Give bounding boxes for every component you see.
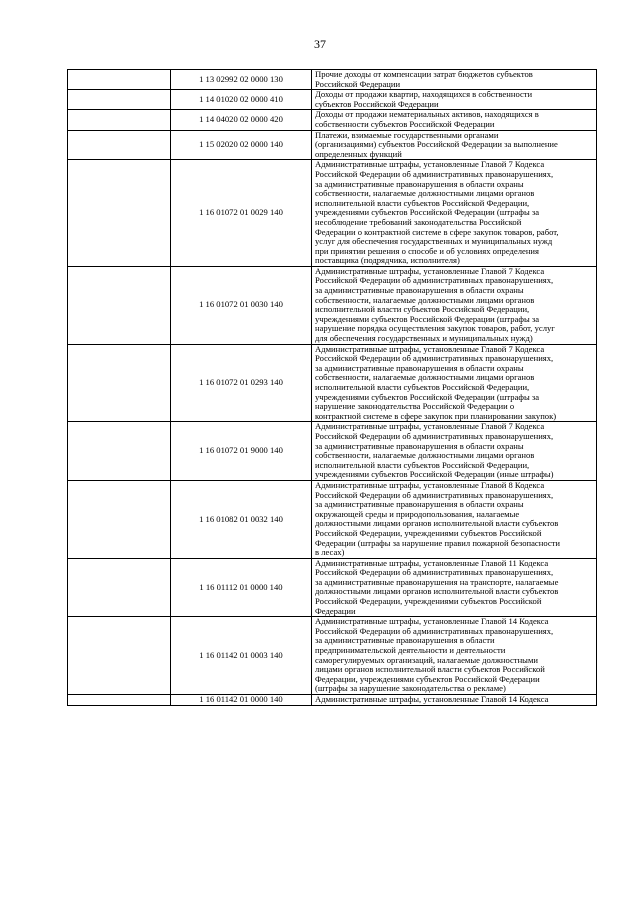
description-line: Административные штрафы, установленные Главой 8 Кодекса (315, 479, 545, 490)
description-line: Российской Федерации об административных правонарушениях, (315, 168, 554, 179)
description-line: Административные штрафы, установленные Главой 11 Кодекса (315, 557, 549, 568)
description-line: собственности, налагаемые должностными лицами органов (315, 188, 535, 199)
description-line: Платежи, взимаемые государственными органами (315, 129, 499, 140)
description-line: Российской Федерации об административных правонарушениях, (315, 625, 554, 636)
description-line: Доходы от продажи нематериальных активов, находящихся в (315, 109, 539, 120)
description-line: исполнительной власти субъектов Российской Федерации, (315, 382, 530, 392)
revenue-description-cell (312, 110, 597, 130)
revenue-description-cell (312, 344, 597, 422)
revenue-code-cell: 1 16 01072 01 0029 140 (171, 160, 312, 267)
revenue-code-cell: 1 16 01142 01 0000 140 (171, 695, 312, 706)
table-row (68, 266, 597, 344)
description-line: субъектов Российской Федерации (315, 98, 439, 109)
description-line: исполнительной власти субъектов Российской Федерации, (315, 197, 530, 208)
empty-cell (68, 695, 171, 706)
empty-cell (68, 344, 171, 422)
empty-cell (68, 90, 171, 110)
description-line: Российской Федерации, учреждениями субъектов Российской (315, 596, 542, 607)
table-row (68, 480, 597, 558)
description-line: при принятии решения о способе и об условиях определения (315, 245, 539, 256)
description-line: учреждениями субъектов Российской Федерации (штрафы за (315, 313, 540, 324)
description-line: окружающей среды и природопользования, налагаемые (315, 508, 520, 519)
table-row (68, 70, 597, 90)
table-row (68, 110, 597, 130)
description-line: учреждениями субъектов Российской Федерации (штрафы за (315, 391, 540, 402)
description-line: за административные правонарушения в области охраны (315, 440, 524, 451)
description-line: Доходы от продажи квартир, находящихся в собственности (315, 89, 533, 100)
description-line: несоблюдение требований законодательства Российской (315, 216, 522, 227)
empty-cell (68, 617, 171, 695)
description-line: Прочие доходы от компенсации затрат бюджетов субъектов (315, 69, 533, 79)
description-line: Российской Федерации об административных правонарушениях, (315, 430, 554, 441)
description-line: нарушение законодательства Российской Федерации о (315, 401, 515, 412)
description-line: Административные штрафы, установленные Главой 7 Кодекса (315, 159, 545, 170)
description-line: в лесах) (315, 547, 345, 558)
revenue-description-cell (312, 160, 597, 267)
table-row (68, 344, 597, 422)
table-row (68, 558, 597, 617)
description-line: собственности, налагаемые должностными лицами органов (315, 372, 535, 383)
revenue-description-cell (312, 480, 597, 558)
description-line: за административные правонарушения в области охраны (315, 362, 524, 373)
revenue-code-cell: 1 14 04020 02 0000 420 (171, 110, 312, 130)
revenue-description-cell (312, 695, 597, 706)
description-line: предпринимательской деятельности и деятельности (315, 645, 506, 656)
description-line: должностными лицами органов исполнительной власти субъектов (315, 586, 559, 597)
description-line: Административные штрафы, установленные Главой 7 Кодекса (315, 343, 545, 354)
revenue-code-cell: 1 14 01020 02 0000 410 (171, 90, 312, 110)
description-line: за административные правонарушения в области (315, 635, 495, 646)
description-line: контрактной системе в сфере закупок при планировании закупок) (315, 410, 557, 421)
revenue-description-cell (312, 130, 597, 160)
description-line: за административные правонарушения на транспорте, налагаемые (315, 576, 559, 587)
description-line: нарушение порядка осуществления закупок товаров, работ, услуг (315, 323, 555, 334)
empty-cell (68, 110, 171, 130)
revenue-description-cell (312, 70, 597, 90)
description-line: учреждениями субъектов Российской Федерации (штрафы за (315, 207, 540, 218)
revenue-code-cell: 1 15 02020 02 0000 140 (171, 130, 312, 160)
empty-cell (68, 70, 171, 90)
description-line: собственности субъектов Российской Федерации (315, 118, 495, 129)
revenue-description-cell (312, 617, 597, 695)
description-line: для обеспечения государственных и муниципальных нужд) (315, 333, 533, 344)
revenue-description-cell (312, 90, 597, 110)
description-line: (штрафы за нарушение законодательства о рекламе) (315, 683, 506, 694)
description-line: Российской Федерации об административных правонарушениях, (315, 489, 554, 500)
description-line: Российской Федерации об административных правонарушениях, (315, 275, 554, 286)
description-line: за административные правонарушения в области охраны (315, 499, 524, 510)
revenue-code-cell: 1 13 02992 02 0000 130 (171, 70, 312, 90)
description-line: (организациями) субъектов Российской Федерации за выполнение (315, 139, 558, 150)
revenue-code-cell: 1 16 01082 01 0032 140 (171, 480, 312, 558)
description-line: Российской Федерации об административных правонарушениях, (315, 567, 554, 578)
table-row (68, 90, 597, 110)
table-row (68, 422, 597, 481)
page-number: 37 (314, 37, 326, 51)
description-line: Федерации (315, 605, 356, 616)
description-line: поставщика (подрядчика, исполнителя) (315, 255, 460, 266)
empty-cell (68, 558, 171, 617)
empty-cell (68, 130, 171, 160)
revenue-description-cell (312, 558, 597, 617)
revenue-codes-table (67, 69, 597, 706)
empty-cell (68, 422, 171, 481)
description-line: Российской Федерации об административных правонарушениях, (315, 353, 554, 364)
description-line: за административные правонарушения в области охраны (315, 178, 524, 189)
description-line: за административные правонарушения в области охраны (315, 285, 524, 296)
empty-cell (68, 480, 171, 558)
table-row (68, 160, 597, 267)
revenue-code-cell: 1 16 01142 01 0003 140 (171, 617, 312, 695)
description-line: Российской Федерации, учреждениями субъектов Российской (315, 527, 542, 538)
revenue-description-cell (312, 266, 597, 344)
table-row (68, 695, 597, 706)
description-line: собственности, налагаемые должностными лицами органов (315, 450, 535, 461)
description-line: Федерации (штрафы за нарушение правил пожарной безопасности (315, 537, 561, 548)
revenue-description-cell (312, 422, 597, 481)
description-line: собственности, налагаемые должностными лицами органов (315, 294, 535, 305)
description-line: Административные штрафы, установленные Главой 7 Кодекса (315, 421, 545, 432)
description-line: услуг для обеспечения государственных и муниципальных нужд (315, 236, 553, 247)
description-line: Административные штрафы, установленные Главой 14 Кодекса (315, 616, 549, 627)
description-line: определенных функций (315, 148, 402, 159)
revenue-code-cell: 1 16 01072 01 0030 140 (171, 266, 312, 344)
table-row (68, 130, 597, 160)
revenue-code-cell: 1 16 01112 01 0000 140 (171, 558, 312, 617)
description-line: Административные штрафы, установленные Главой 7 Кодекса (315, 265, 545, 276)
description-line: исполнительной власти субъектов Российской Федерации, (315, 459, 530, 470)
table-row (68, 617, 597, 695)
description-line: Федерации, учреждениями субъектов Российской Федерации (315, 673, 540, 684)
revenue-code-cell: 1 16 01072 01 9000 140 (171, 422, 312, 481)
description-line: саморегулируемых организаций, налагаемые должностными (315, 654, 538, 665)
revenue-code-cell: 1 16 01072 01 0293 140 (171, 344, 312, 422)
description-line: Административные штрафы, установленные Главой 14 Кодекса (315, 694, 549, 704)
empty-cell (68, 266, 171, 344)
empty-cell (68, 160, 171, 267)
description-line: должностными лицами органов исполнительной власти субъектов (315, 518, 559, 529)
description-line: Российской Федерации (315, 78, 401, 89)
description-line: Федерации о контрактной системе в сфере закупок товаров, работ, (315, 226, 559, 237)
description-line: исполнительной власти субъектов Российской Федерации, (315, 304, 530, 315)
description-line: учреждениями субъектов Российской Федерации (иные штрафы) (315, 469, 554, 480)
description-line: лицами органов исполнительной власти субъектов Российской (315, 664, 545, 675)
